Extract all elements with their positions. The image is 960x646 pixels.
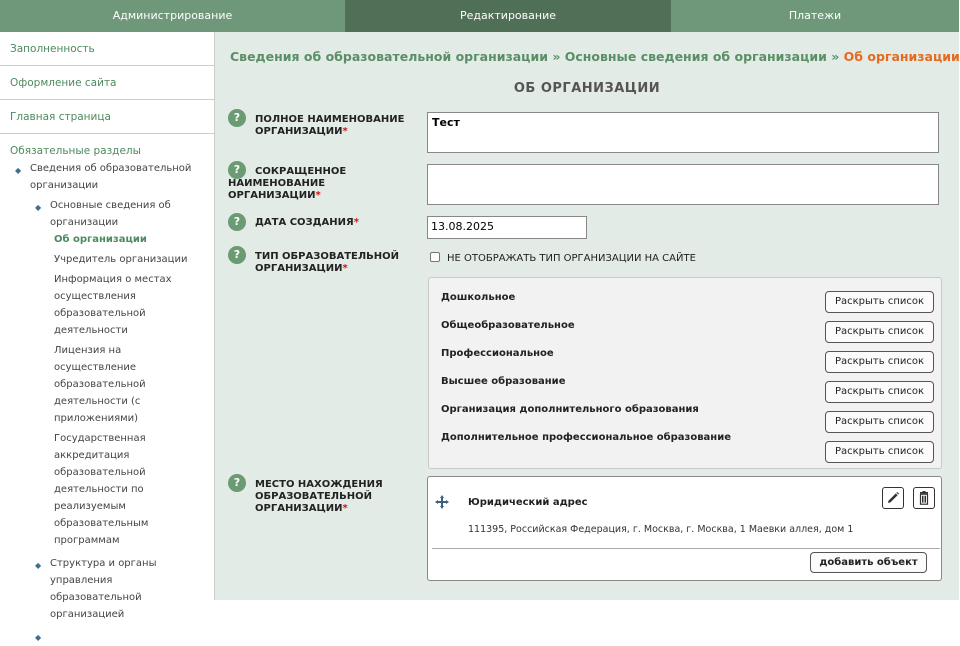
tab-editing[interactable]: Редактирование (345, 0, 671, 32)
location-address: 111395, Российская Федерация, г. Москва, г. Москва, 1 Маевки аллея, дом 1 (468, 524, 854, 535)
short-name-input[interactable] (427, 164, 939, 205)
org-type-higher: Высшее образование (441, 376, 566, 387)
org-type-panel (428, 277, 942, 469)
sidebar-link-required-sections[interactable]: Обязательные разделы (10, 145, 141, 157)
tree-item-org-info[interactable] (0, 160, 214, 194)
created-date-label: ДАТА СОЗДАНИЯ* (255, 217, 359, 228)
sidebar-link-site-design[interactable]: Оформление сайта (0, 66, 214, 100)
expand-list-button[interactable]: Раскрыть список (825, 321, 934, 343)
breadcrumb-current: Об организации (843, 49, 960, 64)
tree-bullet-icon: ◆ (35, 203, 42, 212)
location-object-title: Юридический адрес (468, 497, 588, 508)
expand-list-button[interactable]: Раскрыть список (825, 441, 934, 463)
tree-item-label: Сведения об образовательной организации (30, 163, 192, 191)
created-date-input[interactable]: 13.08.2025 (427, 216, 587, 239)
tree-item-accreditation[interactable]: Государственная аккредитация образовательной деятельности по реализуемым образовательным программам (54, 433, 149, 546)
hide-type-checkbox-label[interactable]: НЕ ОТОБРАЖАТЬ ТИП ОРГАНИЗАЦИИ НА САЙТЕ (447, 253, 696, 264)
tab-administration[interactable]: Администрирование (0, 0, 345, 32)
tree-bullet-icon: ◆ (35, 561, 42, 570)
required-mark: * (342, 126, 348, 137)
edit-button[interactable] (882, 487, 904, 509)
help-icon[interactable]: ? (228, 213, 246, 231)
breadcrumb (230, 49, 960, 64)
tree-item-places[interactable]: Информация о местах осуществления образовательной деятельности (54, 274, 172, 336)
tree-item-license[interactable]: Лицензия на осуществление образовательной деятельности (с приложениями) (54, 345, 146, 424)
breadcrumb-separator: » (826, 49, 844, 64)
delete-button[interactable] (913, 487, 935, 509)
tree-item-label: Основные сведения об организации (50, 200, 171, 228)
breadcrumb-link-basic-info[interactable]: Основные сведения об организации (564, 49, 827, 64)
sidebar (0, 32, 215, 642)
add-object-button[interactable]: добавить объект (810, 552, 927, 573)
top-nav (0, 0, 959, 32)
help-icon[interactable]: ? (228, 246, 246, 264)
tree-bullet-icon: ◆ (35, 633, 42, 642)
org-type-general: Общеобразовательное (441, 320, 575, 331)
org-type-professional: Профессиональное (441, 348, 554, 359)
tree-bullet-icon: ◆ (15, 166, 22, 175)
breadcrumb-link-org-info[interactable]: Сведения об образовательной организации (230, 49, 548, 64)
expand-list-button[interactable]: Раскрыть список (825, 351, 934, 373)
org-type-label: ТИП ОБРАЗОВАТЕЛЬНОЙ ОРГАНИЗАЦИИ* (255, 251, 400, 274)
tree-item-basic-info[interactable] (0, 197, 214, 231)
expand-list-button[interactable]: Раскрыть список (825, 291, 934, 313)
short-name-label: СОКРАЩЕННОЕ НАИМЕНОВАНИЕ ОРГАНИЗАЦИИ* (228, 166, 347, 201)
sidebar-link-home-page[interactable]: Главная страница (0, 100, 214, 134)
location-panel (427, 476, 942, 581)
hide-type-checkbox[interactable] (430, 252, 440, 262)
help-icon[interactable]: ? (228, 161, 246, 179)
tree-item-about-org[interactable]: Об организации (54, 234, 147, 245)
required-mark: * (353, 217, 359, 228)
org-type-additional-professional: Дополнительное профессиональное образование (441, 432, 731, 443)
required-mark: * (342, 263, 348, 274)
tree-item-structure[interactable] (0, 555, 214, 623)
tree-item-founder[interactable]: Учредитель организации (54, 254, 188, 265)
breadcrumb-separator: » (547, 49, 565, 64)
full-name-label: ПОЛНОЕ НАИМЕНОВАНИЕ ОРГАНИЗАЦИИ* (255, 114, 405, 137)
expand-list-button[interactable]: Раскрыть список (825, 381, 934, 403)
divider (432, 548, 940, 549)
full-name-input[interactable]: Тест (427, 112, 939, 153)
required-mark: * (315, 190, 321, 201)
pencil-icon (886, 491, 900, 505)
help-icon[interactable]: ? (228, 109, 246, 127)
main-content (215, 32, 959, 600)
help-icon[interactable]: ? (228, 474, 246, 492)
org-type-preschool: Дошкольное (441, 292, 516, 303)
trash-icon (917, 491, 931, 505)
required-mark: * (342, 503, 348, 514)
tree-item-label: Структура и органы управления образовательной организацией (50, 558, 157, 620)
org-type-additional: Организация дополнительного образования (441, 404, 699, 415)
expand-list-button[interactable]: Раскрыть список (825, 411, 934, 433)
tab-payments[interactable]: Платежи (671, 0, 959, 32)
location-label: МЕСТО НАХОЖДЕНИЯ ОБРАЗОВАТЕЛЬНОЙ ОРГАНИЗАЦИИ* (255, 479, 383, 514)
sidebar-link-completeness[interactable]: Заполненность (0, 32, 214, 66)
move-icon[interactable] (434, 494, 450, 510)
page-title: ОБ ОРГАНИЗАЦИИ (513, 81, 661, 96)
